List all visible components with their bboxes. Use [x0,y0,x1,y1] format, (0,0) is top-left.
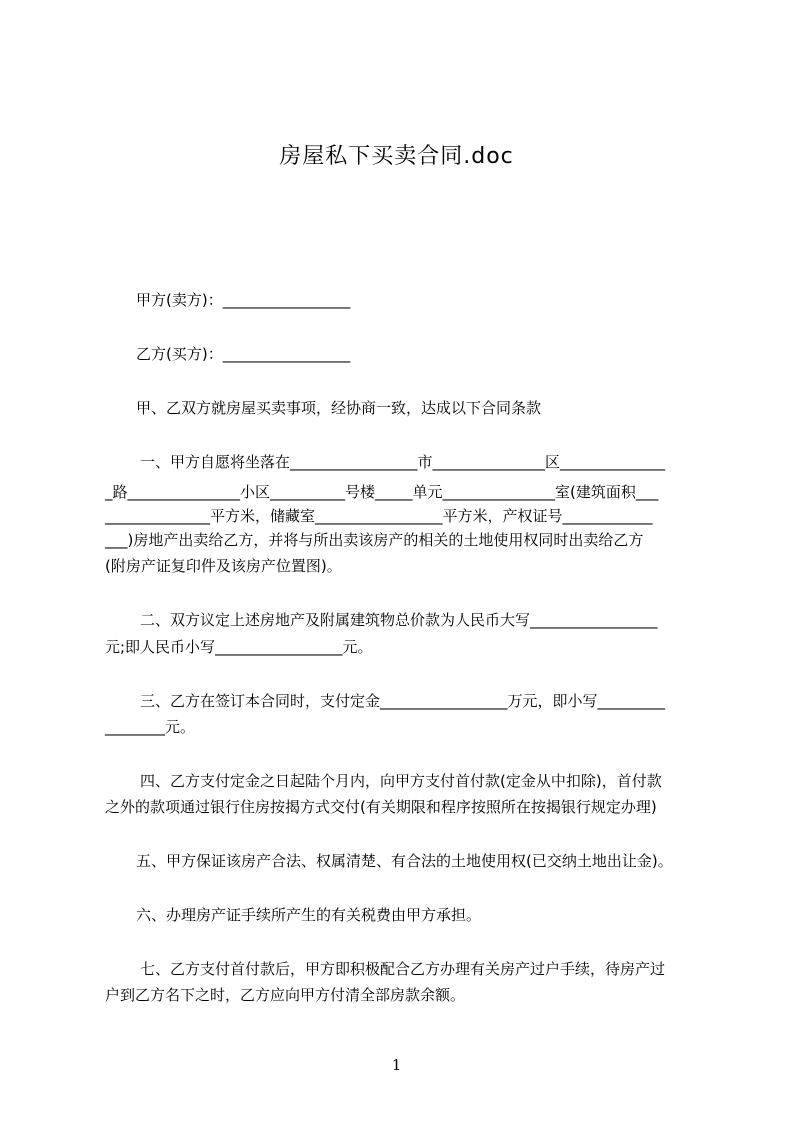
clause-1-line-4: ___)房地产出卖给乙方，并将与所出卖该房产的相关的土地使用权同时出卖给乙方 [105,531,644,549]
page-number: 1 [391,1056,402,1074]
clause-3-line-1: 三、乙方在签订本合同时，支付定金_________________万元，即小写_________ [140,692,666,710]
clause-3-line-2: ________元。 [105,718,196,736]
intro-paragraph: 甲、乙双方就房屋买卖事项，经协商一致，达成以下合同条款 [136,399,542,417]
clause-7-line-1: 七、乙方支付首付款后，甲方即积极配合乙方办理有关房产过户手续，待房产过 [140,960,666,978]
party-a-line: 甲方(卖方)：_________________ [136,291,351,309]
clause-7-line-2: 户到乙方名下之时，乙方应向甲方付清全部房款余额。 [105,986,466,1004]
clause-4-line-2: 之外的款项通过银行住房按揭方式交付(有关期限和程序按照所在按揭银行规定办理) [105,798,657,816]
clause-1-line-5: (附房产证复印件及该房产位置图)。 [105,557,342,575]
clause-1-line-3: ______________平方米，储藏室_________________平方米，产权证号____________ [105,507,653,525]
clause-5: 五、甲方保证该房产合法、权属清楚、有合法的土地使用权(已交纳土地出让金)。 [136,852,673,870]
clause-2-line-1: 二、双方议定上述房地产及附属建筑物总价款为人民币大写_________________ [140,611,658,629]
clause-1-line-2: _路_______________小区__________号楼_____单元_______________室(建筑面积___ [105,483,659,501]
clause-2-line-2: 元;即人民币小写_________________元。 [105,638,373,656]
clause-4-line-1: 四、乙方支付定金之日起陆个月内，向甲方支付首付款(定金从中扣除)，首付款 [140,772,662,790]
party-b-line: 乙方(买方)：_________________ [136,345,351,363]
clause-6: 六、办理房产证手续所产生的有关税费由甲方承担。 [136,906,482,924]
document-title: 房屋私下买卖合同.doc [279,144,514,169]
clause-1-line-1: 一、甲方自愿将坐落在_________________市_______________区______________ [140,453,666,471]
